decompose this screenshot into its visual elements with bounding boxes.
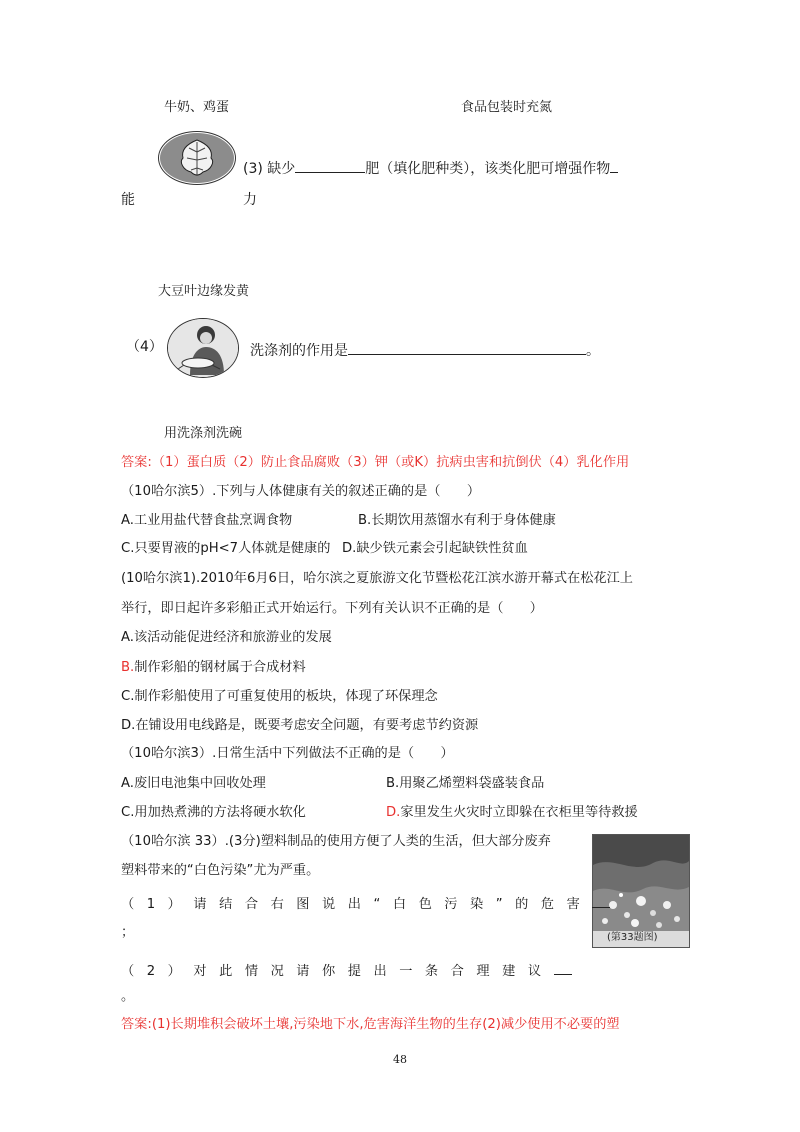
q-harbin5-option-d: D.缺少铁元素会引起缺铁性贫血 — [342, 541, 528, 556]
q-harbin3-option-b: B.用聚乙烯塑料袋盛装食品 — [386, 776, 545, 791]
q-harbin33-sub1-text: （1）请结合右图说出“白色污染”的危害 — [121, 897, 593, 912]
q-harbin5-option-a: A.工业用盐代替食盐烹调食物 — [121, 513, 293, 528]
q-harbin1-option-b — [121, 661, 306, 674]
answer-block-1 — [121, 456, 629, 469]
q-harbin33-sub2-end: 。 — [121, 989, 135, 1004]
caption-milk-eggs: 牛奶、鸡蛋 — [164, 100, 230, 115]
q-harbin3-option-a: A.废旧电池集中回收处理 — [121, 776, 266, 791]
q-harbin33-sub1-blank[interactable] — [592, 893, 610, 908]
q-harbin3-option-d — [386, 806, 638, 819]
figure-caption: (第33题图) — [607, 932, 658, 943]
q3-line-end-right: 力 — [243, 192, 257, 208]
q-harbin33-sub1 — [121, 893, 610, 911]
q-harbin1-option-a: A.该活动能促进经济和旅游业的发展 — [121, 630, 332, 645]
q-harbin3-stem: （10哈尔滨3）.日常生活中下列做法不正确的是（ ） — [121, 746, 454, 761]
answer-text: （1）蛋白质（2）防止食品腐败（3）钾（或K）抗病虫害和抗倒伏（4）乳化作用 — [151, 455, 630, 470]
q3-blank-ability[interactable] — [610, 158, 618, 173]
answer2-label: 答案: — [121, 1017, 152, 1032]
q-harbin5-option-c: C.只要胃液的pH<7人体就是健康的 — [121, 541, 331, 556]
q-harbin1-option-c: C.制作彩船使用了可重复使用的板块，体现了环保理念 — [121, 689, 438, 704]
page-number: 48 — [393, 1053, 407, 1066]
q-harbin1-option-d: D.在铺设用电线路是，既要考虑安全问题，有要考虑节约资源 — [121, 718, 479, 733]
q-harbin1-option-b-letter: B. — [121, 660, 135, 675]
soybean-leaf-image — [158, 131, 236, 185]
answer-block-2 — [121, 1018, 620, 1031]
q-harbin33-sub2-blank[interactable] — [554, 960, 572, 975]
q-harbin3-option-d-letter: D. — [386, 805, 401, 820]
q-harbin33-stem-line2: 塑料带来的“白色污染”尤为严重。 — [121, 863, 320, 878]
question-4 — [250, 340, 600, 358]
q-harbin3-option-d-text: 家里发生火灾时立即躲在衣柜里等待救援 — [400, 805, 638, 820]
q3-blank-fertilizer[interactable] — [295, 158, 365, 173]
answer-label: 答案: — [121, 455, 152, 470]
q-harbin1-stem-line2: 举行，即日起许多彩船正式开始运行。下列有关认识不正确的是（ ） — [121, 601, 543, 616]
q3-line-end-left: 能 — [121, 192, 135, 208]
q3-prefix: 缺少 — [267, 161, 296, 177]
q3-number: (3) — [243, 161, 263, 177]
caption-nitrogen-packaging: 食品包装时充氮 — [461, 100, 553, 115]
q-harbin33-stem-line1: （10哈尔滨 33）.(3分)塑料制品的使用方便了人类的生活，但大部分废弃 — [121, 834, 551, 849]
white-pollution-figure — [592, 834, 690, 948]
q-harbin33-sub2 — [121, 960, 572, 978]
q-harbin5-option-b: B.长期饮用蒸馏水有利于身体健康 — [358, 513, 556, 528]
q4-text: 洗涤剂的作用是 — [250, 343, 348, 359]
q3-middle: 肥（填化肥种类），该类化肥可增强作物 — [365, 161, 611, 177]
answer2-text: (1)长期堆积会破坏土壤,污染地下水,危害海洋生物的生存(2)减少使用不必要的塑 — [151, 1017, 620, 1032]
q-harbin5-stem: （10哈尔滨5）.下列与人体健康有关的叙述正确的是（ ） — [121, 484, 481, 499]
question-3 — [243, 158, 618, 176]
caption-soybean-leaf: 大豆叶边缘发黄 — [158, 284, 250, 299]
q4-number: （4） — [126, 339, 163, 355]
q-harbin3-option-c: C.用加热煮沸的方法将硬水软化 — [121, 805, 306, 820]
washing-dishes-image — [167, 318, 239, 378]
q4-blank-detergent[interactable] — [348, 340, 586, 355]
q-harbin1-option-b-text: 制作彩船的钢材属于合成材料 — [134, 660, 306, 675]
caption-washing-dishes: 用洗涤剂洗碗 — [164, 426, 243, 441]
q-harbin33-sub2-text: （2）对此情况请你提出一条合理建议 — [121, 964, 554, 979]
q-harbin1-stem-line1: (10哈尔滨1).2010年6月6日，哈尔滨之夏旅游文化节暨松花江滨水游开幕式在松花江上 — [121, 571, 633, 586]
q4-end: 。 — [586, 343, 600, 359]
q-harbin33-sub1-end: ； — [121, 925, 135, 940]
